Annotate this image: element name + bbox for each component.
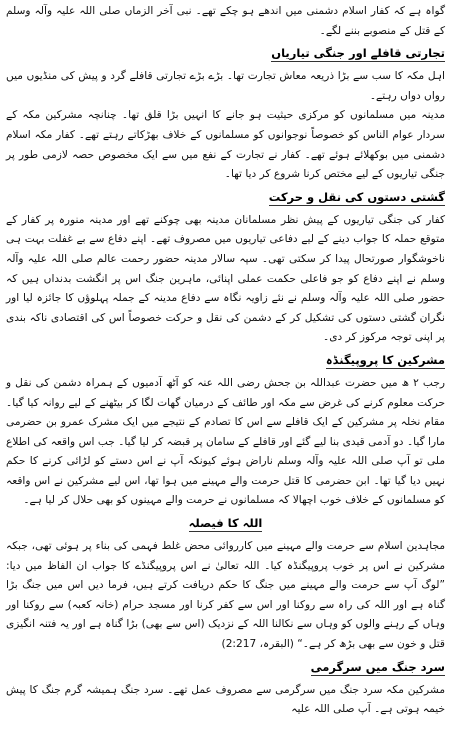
section-heading-text: اللہ کا فیصلہ xyxy=(188,516,263,531)
paragraph: کفار کی جنگی تیاریوں کے پیش نظر مسلمانان مدینہ بھی چوکنے تھے اور مدینہ منورہ پر کفار کے متوقع حملہ کا جواب دینے کے لیے دفاعی تیاریوں میں مصروف تھے۔ اپنے دفاع سے بے غفلت بہت ہی ناخوشگوار صورتحال پیدا کر سکتی تھی۔ سپہ سالار مدینہ حضور رحمت عالم صلی اللہ علیہ وآلہ وسلم نے اپنے دفاع کو جو فاعلی حکمت عملی اپنائی، ماہرین جنگ اس پر انگشت بدنداں ہیں کہ حضور صلی اللہ علیہ وآلہ وسلم نے نئے زاویہ نگاہ سے دفاع مدینہ کے جملہ پہلوؤں کا جائزہ لیا اور نگران گشتی دستوں کی تشکیل کر کے دشمن کی نقل و حرکت خصوصاً اس کی اقتصادی ناکہ بندی پر اپنی توجہ مرکوز کر دی۔ xyxy=(6,213,445,344)
section-heading-text: مشرکین کا پروپیگنڈہ xyxy=(325,352,445,367)
paragraph: رجب ۲ ھ میں حضرت عبداللہ بن جحش رضی اللہ عنہ کو آٹھ آدمیوں کے ہمراہ دشمن کی نقل و حرکت معلوم کرنے کی غرض سے مکہ اور طائف کے درمیان گھات لگا کر بیٹھنے کے لیے روانہ کیا گیا۔ مقام نخلہ پر مشرکین کے ایک قافلے سے اس کا تصادم کے نتیجے میں ایک مشرک عمرو بن حضرمی مارا گیا۔ دو آدمی قیدی بنا لیے گئے اور قافلے کے سامان پر قبضہ کر لیا گیا۔ جب اس واقعہ کی اطلاع ملی تو آپ صلی اللہ علیہ وآلہ وسلم ناراض ہوئے کیونکہ آپ نے اس دستے کو لڑائی کرنے کا حکم نہیں دیا گیا تھا۔ ابن حضرمی کا قتل حرمت والے مہینے میں ہوا تھا، اس لیے مشرکین نے اس واقعہ کو مسلمانوں کے خلاف خوب اچھالا کہ مسلمانوں نے حرمت والے مہینوں کو بھی حلال کر لیا ہے۔ xyxy=(6,376,445,507)
section-heading-cold-war xyxy=(6,657,445,678)
section-heading-propaganda xyxy=(6,350,445,371)
paragraph: مجاہدین اسلام سے حرمت والے مہینے میں کارروائی محض غلط فہمی کی بناء پر ہوئی تھی، جبکہ مشرکین نے اس پر خوب پروپیگنڈہ کیا۔ اللہ تعالیٰ نے اس پروپیگنڈے کا جواب ان الفاظ میں دیا: ”لوگ آپ سے حرمت والے مہینے میں جنگ کا حکم دریافت کرتے ہیں، فرما دیں اس میں جنگ بڑا گناہ ہے اور اللہ کی راہ سے روکنا اور اس سے کفر کرنا اور مسجد حرام (خانہ کعبہ) سے روکنا اور وہاں کے رہنے والوں کو وہاں سے نکالنا اللہ کے نزدیک (اس سے بھی) بڑا گناہ ہے اور یہ فتنہ انگیزی قتل و خون سے بھی بڑھ کر ہے۔“ (البقرہ، 2:217) xyxy=(6,540,445,651)
paragraph: اہل مکہ کا سب سے بڑا ذریعہ معاش تجارت تھا۔ بڑے بڑے تجارتی قافلے گرد و پیش کی منڈیوں میں رواں دواں رہتے۔ xyxy=(6,70,445,102)
section-heading-allahs-decision xyxy=(6,513,445,534)
paragraph: مشرکین مکہ سرد جنگ میں سرگرمی سے مصروف عمل تھے۔ سرد جنگ ہمیشہ گرم جنگ کا پیش خیمہ ہوتی ہے۔ آپ صلی اللہ علیہ xyxy=(6,683,445,716)
section-heading-trade-caravans xyxy=(6,43,445,64)
paragraph: مدینہ میں مسلمانوں کو مرکزی حیثیت ہو جانے کا انہیں بڑا قلق تھا۔ چنانچہ مشرکین مکہ کے سردار عوام الناس کو خصوصاً نوجوانوں کو مسلمانوں کے خلاف بھڑکاتے رہتے تھے۔ کفار مکہ اسلام دشمنی میں بوکھلائے ہوئے تھے۔ کفار نے تجارت کے نفع میں سے ایک مخصوص حصہ لازمی طور پر جنگی تیاریوں کے لیے مختص کرنا شروع کر دیا تھا۔ xyxy=(6,109,445,181)
section-heading-text: گشتی دستوں کی نقل و حرکت xyxy=(268,189,445,204)
section-heading-patrol-movements xyxy=(6,187,445,208)
intro-paragraph: گواہ ہے کہ کفار اسلام دشمنی میں اندھے ہو چکے تھے۔ نبی آخر الزماں صلی اللہ علیہ وآلہ وسلم کے قتل کے منصوبے بننے لگے۔ xyxy=(6,5,445,37)
section-heading-text: تجارتی قافلے اور جنگی تیاریاں xyxy=(271,46,445,61)
section-heading-text: سرد جنگ میں سرگرمی xyxy=(310,659,445,674)
